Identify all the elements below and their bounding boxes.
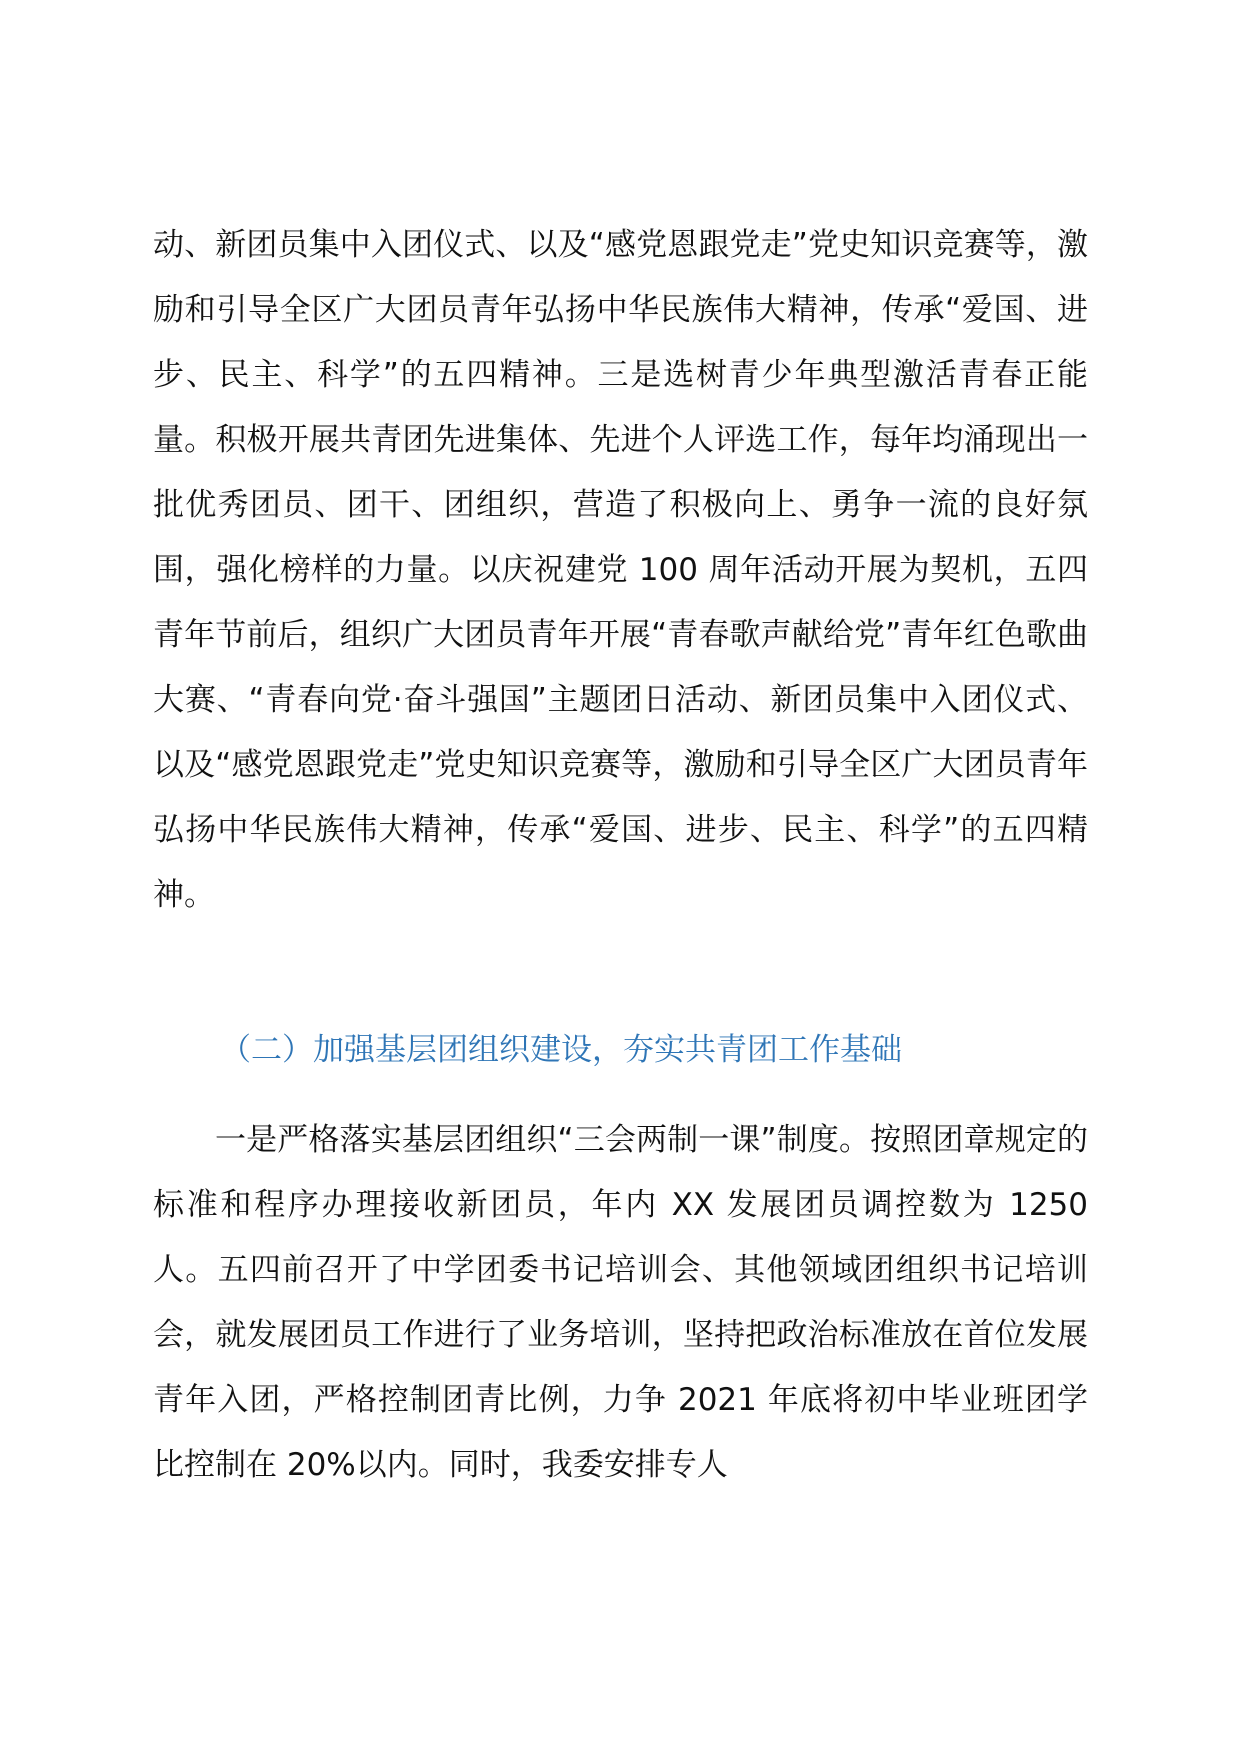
body-paragraph-continuation: 动、新团员集中入团仪式、以及“感党恩跟党走”党史知识竞赛等，激励和引导全区广大团员青年弘扬中华民族伟大精神，传承“爱国、进步、民主、科学”的五四精神。三是选树青少年典型激活青春正能量。积极开展共青团先进集体、先进个人评选工作，每年均涌现出一批优秀团员、团干、团组织，营造了积极向上、勇争一流的良好氛围，强化榜样的力量。以庆祝建党 100 周年活动开展为契机，五四青年节前后，组织广大团员青年开展“青春歌声献给党”青年红色歌曲大赛、“青春向党·奋斗强国”主题团日活动、新团员集中入团仪式、以及“感党恩跟党走”党史知识竞赛等，激励和引导全区广大团员青年弘扬中华民族伟大精神，传承“爱国、进步、民主、科学”的五四精神。 (153, 227, 1088, 913)
body-paragraph-section: 一是严格落实基层团组织“三会两制一课”制度。按照团章规定的标准和程序办理接收新团员，年内 XX 发展团员调控数为 1250 人。五四前召开了中学团委书记培训会、其他领域团组织书记培训会，就发展团员工作进行了业务培训，坚持把政治标准放在首位发展青年入团，严格控制团青比例，力争 2021 年底将初中毕业班团学比控制在 20%以内。同时，我委安排专人 (153, 1122, 1088, 1483)
section-heading: （二）加强基层团组织建设，夯实共青团工作基础 (220, 1032, 902, 1068)
